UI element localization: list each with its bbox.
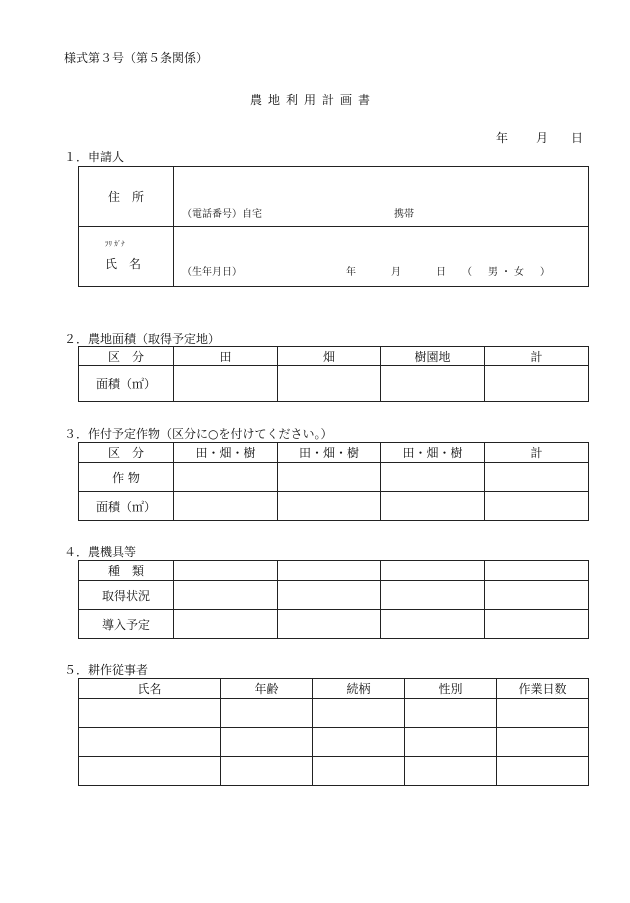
input-cell[interactable] bbox=[405, 728, 497, 757]
header-cell: 区 分 bbox=[79, 443, 174, 463]
header-cell: 作業日数 bbox=[497, 679, 589, 699]
row-label: 面積（㎡） bbox=[79, 366, 174, 402]
input-cell[interactable] bbox=[221, 699, 313, 728]
table-header-row bbox=[79, 443, 589, 463]
input-cell[interactable] bbox=[174, 366, 278, 402]
row-label: 取得状況 bbox=[79, 581, 174, 610]
name-label: 氏 名 bbox=[105, 257, 142, 271]
input-cell[interactable] bbox=[497, 728, 589, 757]
address-label: 住 所 bbox=[79, 167, 174, 227]
table-row bbox=[79, 757, 589, 786]
date-day: 日 bbox=[571, 131, 584, 145]
section5-heading: ５．耕作従事者 bbox=[64, 663, 149, 677]
input-cell[interactable] bbox=[381, 366, 485, 402]
mobile-label: 携帯 bbox=[394, 209, 414, 220]
header-cell[interactable]: 田・畑・樹 bbox=[381, 443, 485, 463]
input-cell[interactable] bbox=[381, 581, 485, 610]
table-row bbox=[79, 610, 589, 639]
farmland-area-table bbox=[78, 346, 589, 402]
row-label: 導入予定 bbox=[79, 610, 174, 639]
table-row bbox=[79, 561, 589, 581]
input-cell[interactable] bbox=[174, 581, 278, 610]
table-row bbox=[79, 728, 589, 757]
crops-table bbox=[78, 442, 589, 521]
birth-label: （生年月日） bbox=[182, 267, 242, 278]
input-cell[interactable] bbox=[405, 699, 497, 728]
input-cell[interactable] bbox=[313, 699, 405, 728]
date-month: 月 bbox=[536, 131, 549, 145]
header-cell: 計 bbox=[485, 443, 589, 463]
table-row bbox=[79, 492, 589, 521]
input-cell[interactable] bbox=[174, 561, 278, 581]
input-cell[interactable] bbox=[381, 463, 485, 492]
input-cell[interactable] bbox=[278, 492, 381, 521]
header-cell: 年齢 bbox=[221, 679, 313, 699]
furigana-label: ﾌﾘ ｶﾞﾅ bbox=[105, 240, 125, 248]
section3-heading: ３．作付予定作物（区分に○を付けてください。） bbox=[64, 427, 333, 441]
header-cell: 区 分 bbox=[79, 347, 174, 366]
header-cell: 続柄 bbox=[313, 679, 405, 699]
header-cell[interactable]: 田・畑・樹 bbox=[278, 443, 381, 463]
input-cell[interactable] bbox=[278, 463, 381, 492]
row-label: 作 物 bbox=[79, 463, 174, 492]
form-number: 様式第３号（第５条関係） bbox=[64, 51, 209, 65]
workers-table bbox=[78, 678, 589, 786]
input-cell[interactable] bbox=[278, 561, 381, 581]
table-row bbox=[79, 463, 589, 492]
input-cell[interactable] bbox=[278, 610, 381, 639]
address-field[interactable] bbox=[174, 167, 589, 227]
input-cell[interactable] bbox=[221, 728, 313, 757]
row-label: 種 類 bbox=[79, 561, 174, 581]
input-cell[interactable] bbox=[381, 492, 485, 521]
table-header-row bbox=[79, 347, 589, 366]
input-cell[interactable] bbox=[405, 757, 497, 786]
address-row bbox=[79, 167, 589, 227]
equipment-table bbox=[78, 560, 589, 639]
table-row bbox=[79, 581, 589, 610]
gender-choice[interactable]: （ 男・女 ） bbox=[462, 267, 553, 278]
input-cell[interactable] bbox=[174, 463, 278, 492]
input-cell[interactable] bbox=[381, 561, 485, 581]
phone-label: （電話番号）自宅 bbox=[182, 209, 262, 220]
input-cell[interactable] bbox=[485, 463, 589, 492]
input-cell[interactable] bbox=[221, 757, 313, 786]
input-cell[interactable] bbox=[79, 699, 221, 728]
table-header-row bbox=[79, 679, 589, 699]
header-cell: 樹園地 bbox=[381, 347, 485, 366]
table-row bbox=[79, 699, 589, 728]
input-cell[interactable] bbox=[79, 728, 221, 757]
header-cell: 田 bbox=[174, 347, 278, 366]
input-cell[interactable] bbox=[313, 757, 405, 786]
name-row bbox=[79, 227, 589, 287]
input-cell[interactable] bbox=[485, 561, 589, 581]
section2-heading: ２．農地面積（取得予定地） bbox=[64, 332, 221, 346]
birth-month: 月 bbox=[391, 267, 401, 278]
input-cell[interactable] bbox=[278, 581, 381, 610]
input-cell[interactable] bbox=[485, 366, 589, 402]
name-field[interactable] bbox=[174, 227, 589, 287]
row-label: 面積（㎡） bbox=[79, 492, 174, 521]
date-year: 年 bbox=[496, 131, 509, 145]
input-cell[interactable] bbox=[381, 610, 485, 639]
birth-year: 年 bbox=[346, 267, 356, 278]
birth-day: 日 bbox=[436, 267, 446, 278]
input-cell[interactable] bbox=[278, 366, 381, 402]
input-cell[interactable] bbox=[485, 581, 589, 610]
input-cell[interactable] bbox=[79, 757, 221, 786]
header-cell: 計 bbox=[485, 347, 589, 366]
header-cell[interactable]: 田・畑・樹 bbox=[174, 443, 278, 463]
input-cell[interactable] bbox=[497, 757, 589, 786]
input-cell[interactable] bbox=[485, 610, 589, 639]
section1-heading: １．申請人 bbox=[64, 150, 125, 164]
table-row bbox=[79, 366, 589, 402]
input-cell[interactable] bbox=[497, 699, 589, 728]
applicant-table bbox=[78, 166, 589, 287]
header-cell: 畑 bbox=[278, 347, 381, 366]
input-cell[interactable] bbox=[174, 492, 278, 521]
section4-heading: ４．農機具等 bbox=[64, 545, 137, 559]
input-cell[interactable] bbox=[174, 610, 278, 639]
input-cell[interactable] bbox=[485, 492, 589, 521]
header-cell: 性別 bbox=[405, 679, 497, 699]
page-title: 農地利用計画書 bbox=[250, 93, 377, 107]
name-label-cell bbox=[79, 227, 174, 287]
input-cell[interactable] bbox=[313, 728, 405, 757]
header-cell: 氏名 bbox=[79, 679, 221, 699]
